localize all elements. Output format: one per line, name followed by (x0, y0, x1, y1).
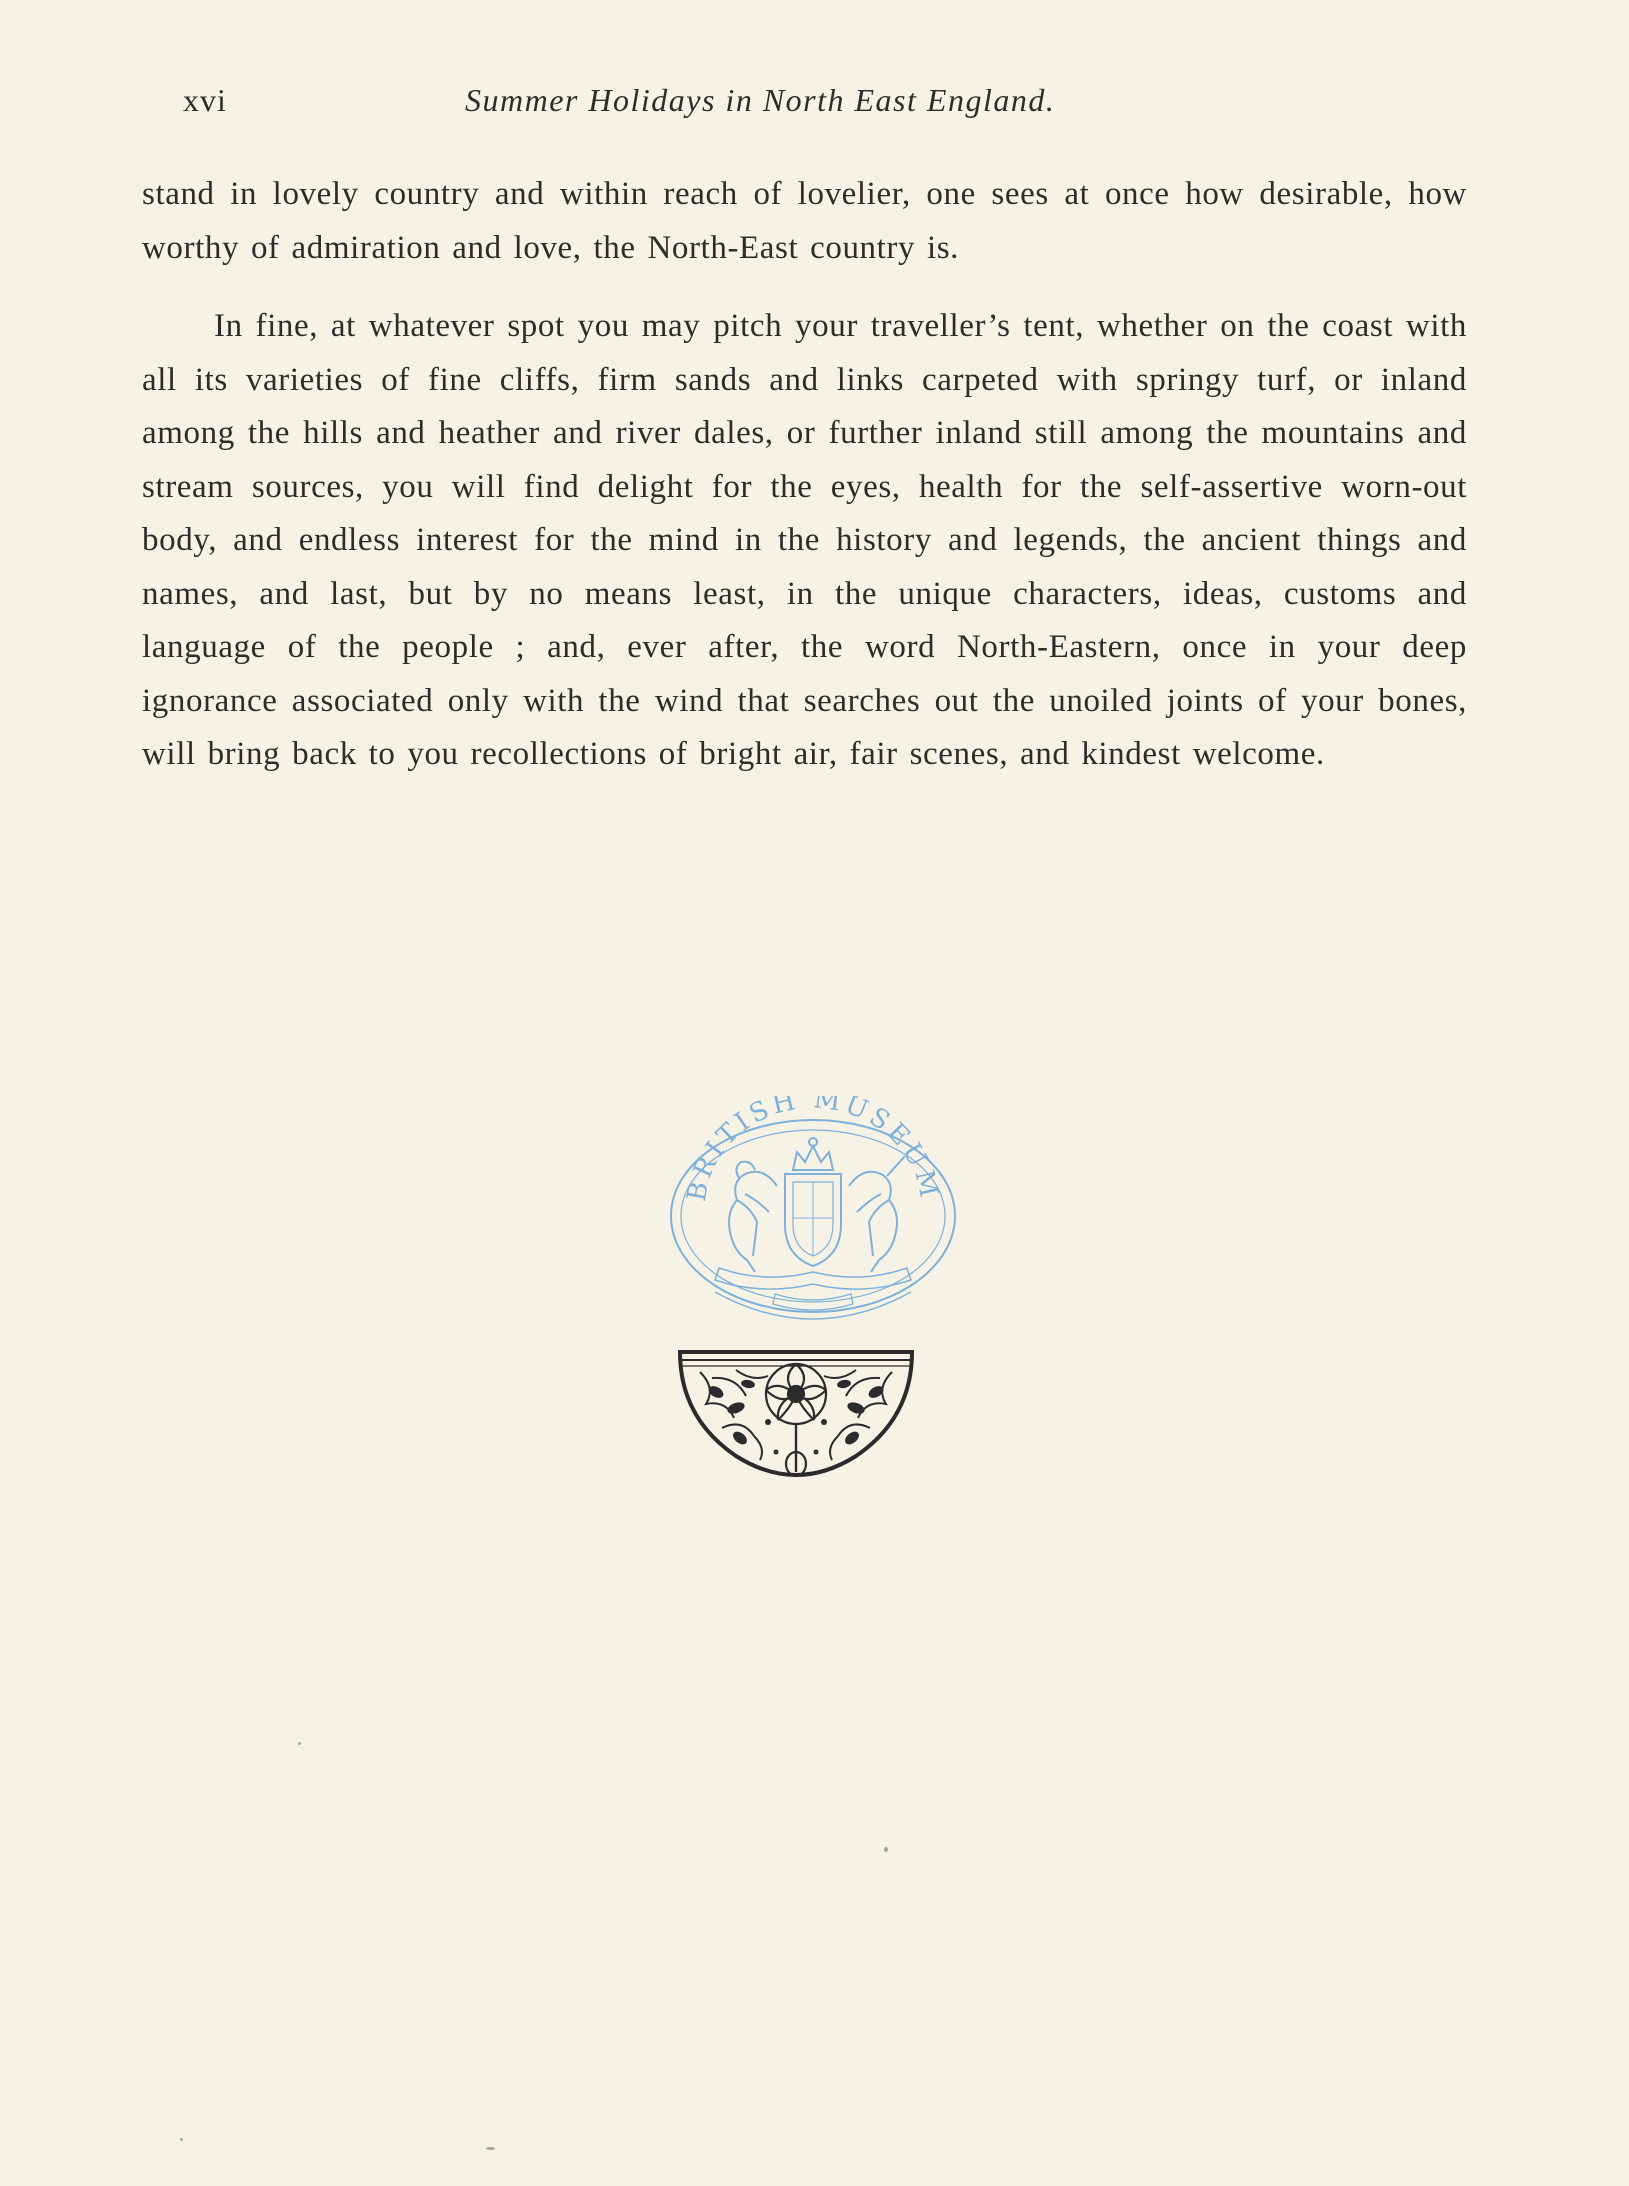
svg-text:BRITISH MUSEUM: BRITISH MUSEUM (681, 1096, 945, 1204)
paragraph-continued: stand in lovely country and within reach of lovelier, one sees at once how desirable, how worthy of admiration and love, the North-East country is. (142, 176, 1467, 266)
page-number: xvi (183, 82, 227, 118)
running-head (183, 82, 1443, 132)
rose-tailpiece-icon (676, 1348, 916, 1482)
paper-speck (884, 1847, 888, 1852)
paper-speck (180, 2138, 183, 2141)
body-text (142, 168, 1467, 782)
paper-speck (298, 1742, 301, 1745)
museum-stamp-icon (665, 1096, 961, 1324)
running-title: Summer Holidays in North East England. (465, 82, 1056, 118)
paper-speck (486, 2147, 495, 2150)
paragraph-in-fine: In fine, at whatever spot you may pitch your traveller’s tent, whether on the coast with all its varieties of fine cliffs, firm sands and links carpeted with springy turf, or inland among the hills and heather and river dales, or further inland still among the mountains and stream sources, you will find delight for the eyes, health for the self-assertive worn-out body, and endless interest for the mind in the history and legends, the ancient things and names, and last, but by no means least, in the unique characters, ideas, customs and language of the people ; and, ever after, the word North-Eastern, once in your deep ignorance associated only with the wind that searches out the unoiled joints of your bones, will bring back to you recollections of bright air, fair scenes, and kindest welcome. (142, 308, 1467, 772)
